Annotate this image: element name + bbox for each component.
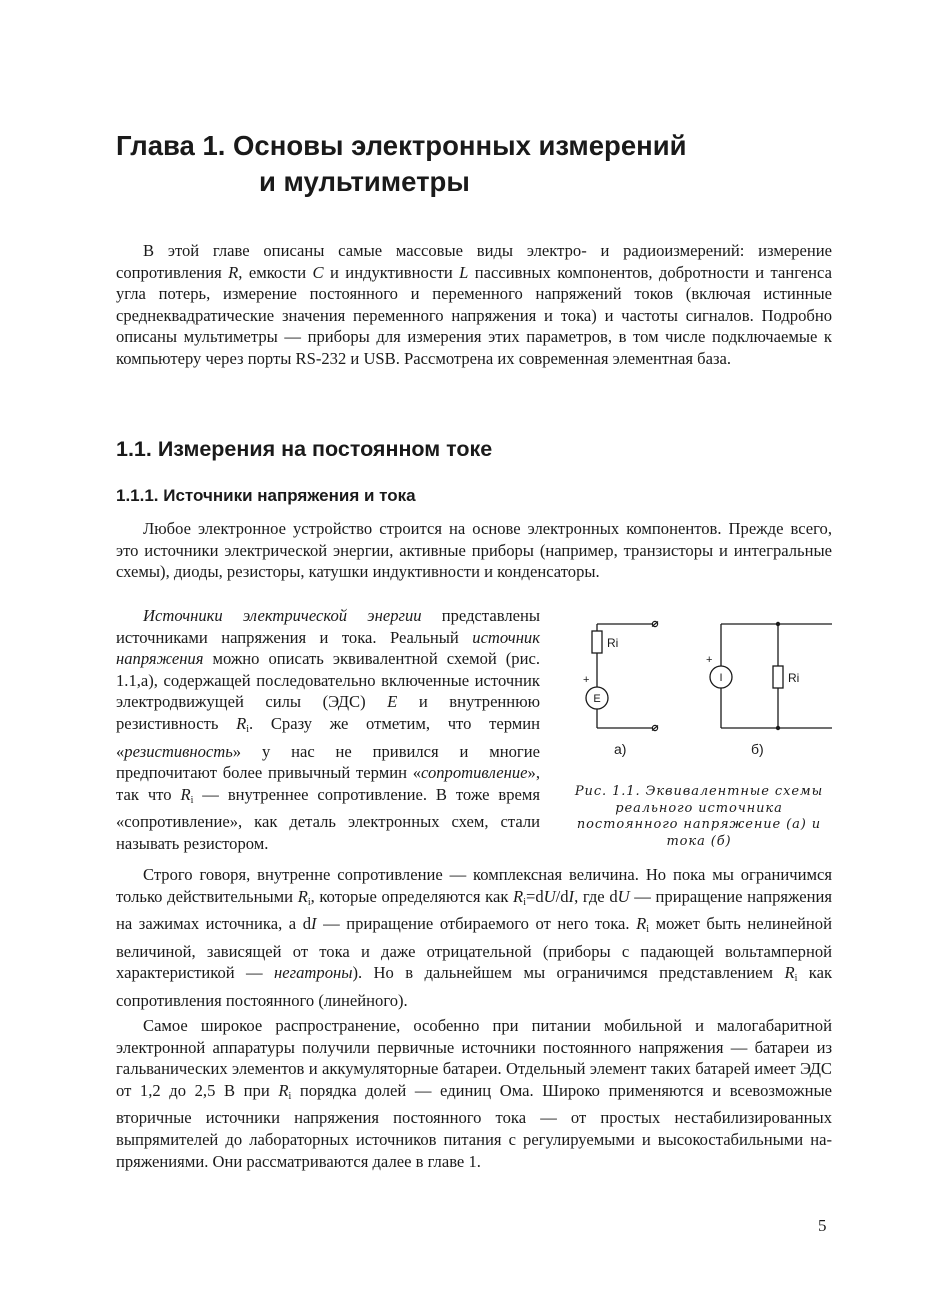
var-e: E bbox=[387, 692, 398, 712]
var-i: I bbox=[311, 914, 317, 934]
var-r: R bbox=[180, 784, 191, 804]
intro-paragraph bbox=[116, 240, 832, 370]
label-emf: E bbox=[593, 693, 601, 705]
p3-text-10: ). Но в дальнейшем мы ограничимся представлением bbox=[352, 963, 785, 983]
var-r: R bbox=[636, 914, 647, 934]
p3-text-4: /d bbox=[555, 886, 569, 906]
subscript-i: i bbox=[246, 723, 250, 735]
label-ri-b: Ri bbox=[788, 671, 800, 685]
junction-bottom bbox=[776, 726, 780, 730]
var-u: U bbox=[543, 886, 556, 906]
p3-italic-9: негатроны bbox=[274, 963, 353, 983]
var-c: C bbox=[312, 262, 324, 282]
subscript-i: i bbox=[190, 794, 194, 806]
p2-italic-3: источник напряжения bbox=[116, 627, 540, 669]
p2-text-10: », так что bbox=[116, 763, 540, 804]
junction-top bbox=[776, 622, 780, 626]
label-b: б) bbox=[751, 741, 764, 757]
label-a: а) bbox=[614, 741, 627, 757]
circuit-diagram bbox=[566, 612, 832, 760]
subscript-i: i bbox=[307, 896, 311, 908]
intro-text-2: , емкости bbox=[238, 262, 313, 282]
label-current: I bbox=[719, 672, 723, 684]
p2-text-2: представлены источниками напряжения и тока. Реальный bbox=[116, 606, 540, 647]
var-i: I bbox=[568, 886, 575, 906]
var-r: R bbox=[236, 713, 247, 733]
label-ri-a: Ri bbox=[607, 636, 619, 650]
chapter-title bbox=[116, 128, 687, 200]
intro-text-4: пассивных компонентов, добротности и тангенса угла потерь, измерение постоянного и переменного напряжений токов (включая истинные среднеквадратические значения переменного напряжения и тока) и частоты сигналов. Подробно описаны мультиметры — приборы для измерения этих параметров, в том числе подключаемые к компьютеру через порты RS-232 и USB. Рассмотрена их современная элементная база. bbox=[116, 262, 832, 368]
var-l: L bbox=[459, 262, 469, 282]
page-number: 5 bbox=[818, 1216, 827, 1235]
p3-text-3: =d bbox=[525, 886, 544, 906]
subscript-i: i bbox=[523, 896, 526, 908]
var-r: R bbox=[228, 262, 239, 282]
p3-text-5: , где d bbox=[574, 886, 618, 906]
p3-text-8: может быть нелинейной величиной, зависящей от тока и даже отрицательной (приборы с падающей вольтамперной характеристикой — bbox=[116, 914, 832, 983]
p3-text-7: — приращение отбираемого от него тока. bbox=[316, 914, 637, 934]
plus-a: + bbox=[583, 674, 590, 686]
p2-italic-1: Источники электрической энергии bbox=[143, 606, 422, 625]
subscript-i: i bbox=[288, 1090, 292, 1102]
var-u: U bbox=[617, 886, 630, 906]
p3-text-1: Строго говоря, внутренне сопротивление — комплексная величина. Но пока мы ограничимся только действительными bbox=[116, 865, 832, 906]
intro-text-3: и индуктивности bbox=[323, 262, 460, 282]
var-r: R bbox=[513, 886, 524, 906]
resistor-b bbox=[773, 666, 783, 688]
paragraph-4 bbox=[116, 1015, 832, 1172]
chapter-title-line1: Глава 1. Основы электронных измерений bbox=[116, 130, 687, 161]
subscript-i: i bbox=[794, 973, 798, 985]
p2-text-5: и внутреннюю резистивность bbox=[116, 692, 540, 733]
var-r: R bbox=[784, 963, 795, 983]
p2-italic-9: сопротивление bbox=[421, 763, 528, 783]
p2-text-6: . Сразу же отметим, что термин « bbox=[116, 713, 540, 761]
intro-text-1: В этой главе описаны самые массовые виды электро- и радиоизмерений: измерение сопротивления bbox=[116, 241, 832, 282]
p2-text-8: » у нас не привился и многие предпочитают более привычный термин « bbox=[116, 741, 540, 783]
resistor-a bbox=[592, 631, 602, 653]
p3-text-6: — приращение напряжения на зажимах источника, а d bbox=[116, 886, 833, 934]
p3-text-11: как сопротивления постоянного (линейного). bbox=[116, 963, 833, 1010]
p2-italic-7: резистивность bbox=[124, 741, 233, 761]
paragraph-2 bbox=[116, 605, 540, 855]
chapter-title-line2: и мультиметры bbox=[259, 166, 470, 197]
figure-1-1 bbox=[566, 612, 832, 850]
paragraph-1: Любое электронное устройство строится на основе электронных компонентов. Прежде всего, это источники электрической энергии, активные приборы (например, транзисторы и интегральные схемы), диоды, резисторы, катушки индуктивности и конденсаторы. bbox=[116, 519, 832, 582]
p4-text-1: Самое широкое распространение, особенно при питании мобильной и малогабаритной электронной аппаратуры получили первичные источники постоянного напряжения — батареи из гальванических элементов и аккумуляторные батареи. Отдельный элемент таких батарей имеет ЭДС от 1,2 до 2,5 В при bbox=[116, 1016, 832, 1100]
p2-text-11: — внутреннее сопротивление. В тоже время «сопротивление», как деталь электронных схем, стали называть резистором. bbox=[116, 784, 540, 853]
p4-text-2: порядка долей — единиц Ома. Широко применяются и всевозможные вторичные источники напряжения постоянного тока — от простых нестабилизированных выпрямителей до лабораторных источников питания с регулируемыми и высокостабильными напряжениями. Они рассматриваются далее в главе 1. bbox=[116, 1080, 832, 1171]
p3-text-2: , которые определяются как bbox=[310, 886, 514, 906]
var-r: R bbox=[297, 886, 308, 906]
plus-b: + bbox=[706, 654, 713, 666]
subsection-heading: 1.1.1. Источники напряжения и тока bbox=[116, 486, 416, 505]
section-heading: 1.1. Измерения на постоянном токе bbox=[116, 437, 493, 461]
figure-caption: Рис. 1.1. Эквивалентные схемы реального источника постоянного напряжение (а) и тока (б) bbox=[574, 784, 824, 849]
paragraph-3 bbox=[116, 864, 832, 1012]
p2-text-4: можно описать эквивалентной схемой (рис. 1.1,а), содержащей последовательно включенные источник электродвижущей силы (ЭДС) bbox=[116, 649, 540, 712]
subscript-i: i bbox=[646, 924, 650, 936]
var-r: R bbox=[278, 1080, 289, 1100]
